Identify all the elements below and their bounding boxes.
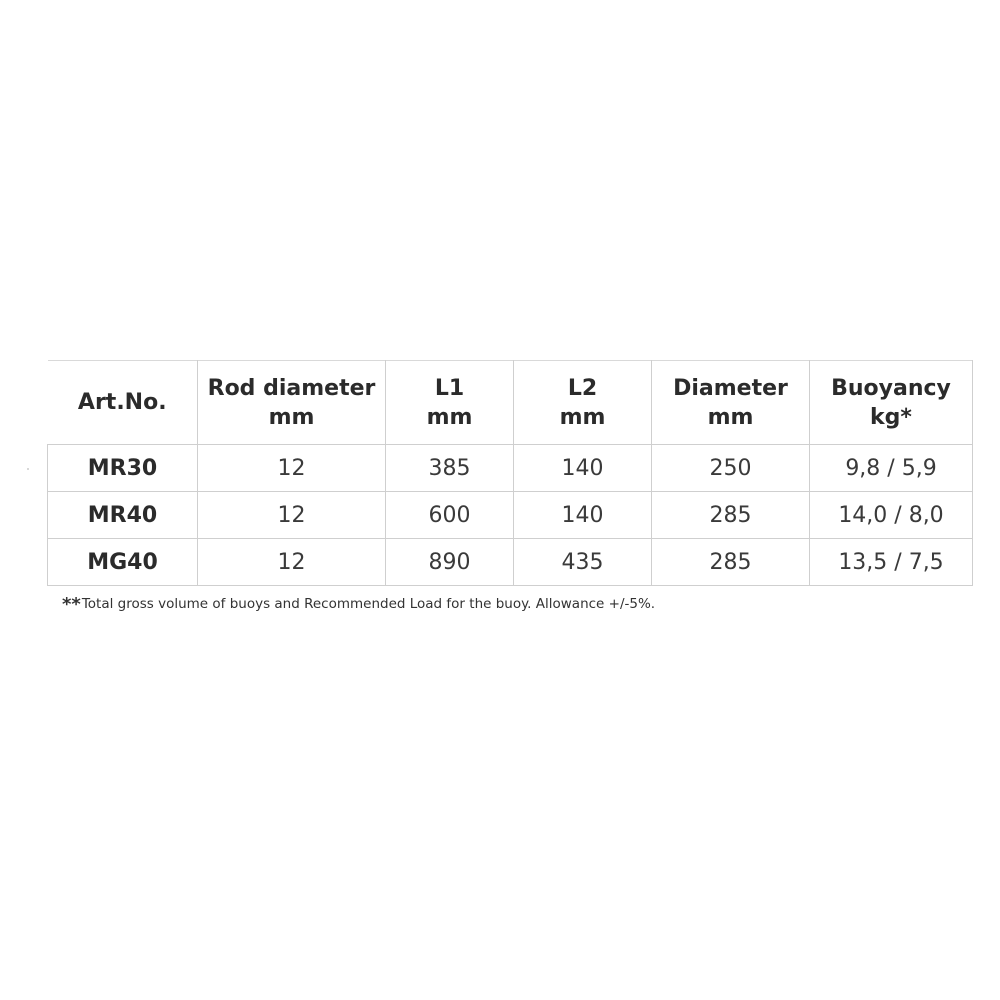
- cell-rod-diameter: 12: [198, 539, 386, 586]
- header-art-no: Art.No.: [48, 361, 198, 445]
- header-l1: L1 mm: [386, 361, 514, 445]
- product-spec-table: [47, 360, 973, 586]
- cell-buoyancy: 14,0 / 8,0: [810, 492, 973, 539]
- header-rod-diameter: Rod diameter mm: [198, 361, 386, 445]
- header-l2: L2 mm: [514, 361, 652, 445]
- footnote-text: Total gross volume of buoys and Recommended Load for the buoy. Allowance +/-5%.: [81, 596, 656, 612]
- header-buoyancy: Buoyancy kg*: [810, 361, 973, 445]
- cell-art-no: MR30: [48, 445, 198, 492]
- header-diameter: Diameter mm: [652, 361, 810, 445]
- cell-art-no: MG40: [48, 539, 198, 586]
- table-row: [48, 492, 973, 539]
- cell-l2: 435: [514, 539, 652, 586]
- table-row: [48, 445, 973, 492]
- cell-rod-diameter: 12: [198, 445, 386, 492]
- cell-diameter: 250: [652, 445, 810, 492]
- cell-art-no: MR40: [48, 492, 198, 539]
- cell-l1: 890: [386, 539, 514, 586]
- cell-diameter: 285: [652, 539, 810, 586]
- table-row: [48, 539, 973, 586]
- margin-mark: [27, 468, 29, 470]
- cell-buoyancy: 9,8 / 5,9: [810, 445, 973, 492]
- cell-diameter: 285: [652, 492, 810, 539]
- footnote-marker: **: [62, 594, 81, 615]
- footnote: [62, 594, 655, 615]
- cell-l1: 385: [386, 445, 514, 492]
- cell-buoyancy: 13,5 / 7,5: [810, 539, 973, 586]
- cell-rod-diameter: 12: [198, 492, 386, 539]
- cell-l1: 600: [386, 492, 514, 539]
- cell-l2: 140: [514, 492, 652, 539]
- table-header-row: [48, 361, 973, 445]
- cell-l2: 140: [514, 445, 652, 492]
